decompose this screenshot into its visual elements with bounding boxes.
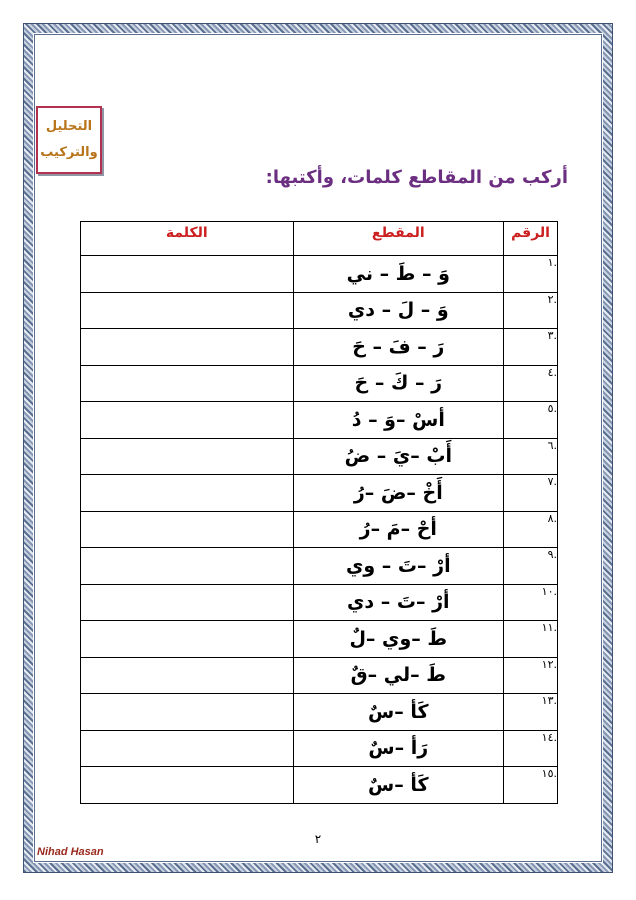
table-row — [81, 329, 558, 366]
table-row — [81, 584, 558, 621]
table-row — [81, 511, 558, 548]
topic-box — [36, 106, 102, 174]
syllables-cell: وَ – طَ – ني — [293, 256, 504, 293]
row-number: .٨ — [504, 511, 558, 548]
table-row — [81, 256, 558, 293]
row-number: .١٠ — [504, 584, 558, 621]
answer-word-cell[interactable] — [81, 694, 294, 731]
syllables-cell: أرْ –تَ – وي — [293, 548, 504, 585]
row-number: .١٤ — [504, 730, 558, 767]
author-credit: Nihad Hasan — [37, 846, 104, 858]
syllables-cell: أَبْ –يَ – ضُ — [293, 438, 504, 475]
syllables-cell: كَأ –سٌ — [293, 694, 504, 731]
table-row — [81, 767, 558, 804]
row-number: .١١ — [504, 621, 558, 658]
table-row — [81, 694, 558, 731]
header-word: الكلمة — [81, 222, 294, 256]
answer-word-cell[interactable] — [81, 767, 294, 804]
table-header-row — [81, 222, 558, 256]
syllables-cell: كَأ –سٌ — [293, 767, 504, 804]
answer-word-cell[interactable] — [81, 730, 294, 767]
topic-line-2: والتركيب — [40, 145, 98, 160]
row-number: .٣ — [504, 329, 558, 366]
syllables-cell: أرْ –تَ – دي — [293, 584, 504, 621]
answer-word-cell[interactable] — [81, 657, 294, 694]
syllables-cell: أسْ –وَ – دُ — [293, 402, 504, 439]
row-number: .١٣ — [504, 694, 558, 731]
answer-word-cell[interactable] — [81, 402, 294, 439]
answer-word-cell[interactable] — [81, 621, 294, 658]
answer-word-cell[interactable] — [81, 365, 294, 402]
syllables-cell: رَ – كَ – حَ — [293, 365, 504, 402]
syllables-cell: وَ – لَ – دي — [293, 292, 504, 329]
row-number: .٦ — [504, 438, 558, 475]
row-number: .٢ — [504, 292, 558, 329]
table-row — [81, 402, 558, 439]
page-number: ٢ — [314, 832, 322, 846]
row-number: .١ — [504, 256, 558, 293]
table-row — [81, 365, 558, 402]
answer-word-cell[interactable] — [81, 584, 294, 621]
table-row — [81, 438, 558, 475]
answer-word-cell[interactable] — [81, 548, 294, 585]
answer-word-cell[interactable] — [81, 475, 294, 512]
answer-word-cell[interactable] — [81, 511, 294, 548]
answer-word-cell[interactable] — [81, 256, 294, 293]
row-number: .٧ — [504, 475, 558, 512]
table-body — [81, 256, 558, 804]
topic-line-1: التحليل — [45, 119, 93, 134]
syllables-cell: طَ –وي –لٌ — [293, 621, 504, 658]
answer-word-cell[interactable] — [81, 329, 294, 366]
syllables-cell: رَ – فَ – حَ — [293, 329, 504, 366]
answer-word-cell[interactable] — [81, 438, 294, 475]
table-row — [81, 548, 558, 585]
header-syllables: المقطع — [293, 222, 504, 256]
syllables-cell: طَ –لي –قٌ — [293, 657, 504, 694]
table-row — [81, 730, 558, 767]
row-number: .١٥ — [504, 767, 558, 804]
row-number: .٩ — [504, 548, 558, 585]
row-number: .١٢ — [504, 657, 558, 694]
table-row — [81, 475, 558, 512]
syllables-cell: أحْ –مَ –رُ — [293, 511, 504, 548]
answer-word-cell[interactable] — [81, 292, 294, 329]
table-row — [81, 621, 558, 658]
table-row — [81, 292, 558, 329]
syllables-cell: رَأ –سٌ — [293, 730, 504, 767]
table-row — [81, 657, 558, 694]
row-number: .٥ — [504, 402, 558, 439]
syllable-table — [80, 221, 558, 804]
header-number: الرقم — [504, 222, 558, 256]
syllables-cell: أَخْ –ضَ –رُ — [293, 475, 504, 512]
instruction-heading: أركب من المقاطع كلمات، وأكتبها: — [265, 167, 568, 188]
row-number: .٤ — [504, 365, 558, 402]
